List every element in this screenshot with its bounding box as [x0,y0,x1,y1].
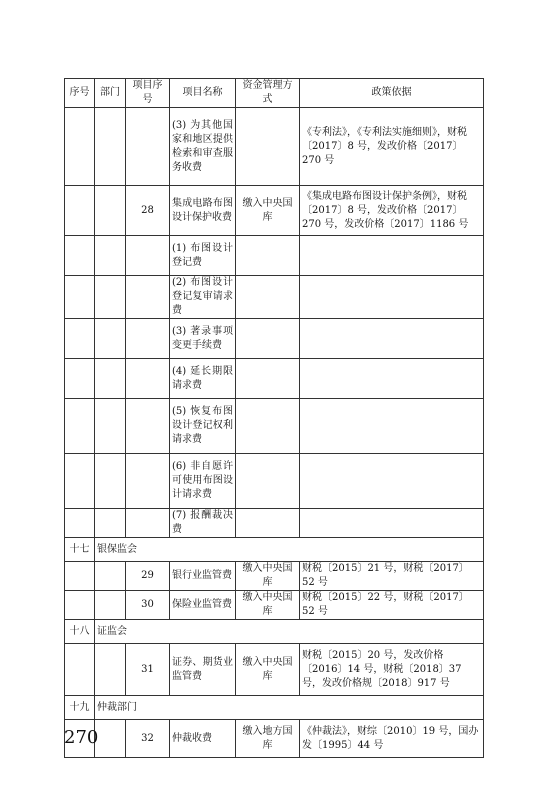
cell-dept [95,319,126,359]
cell-item-seq [126,319,170,359]
category-row [65,696,484,720]
cell-seq [65,186,95,236]
table-row [65,454,484,509]
cell-seq [65,319,95,359]
cell-item-seq [126,509,170,538]
cell-dept [95,591,126,620]
cell-fund-management: 缴入中央国库 [236,591,300,620]
cell-seq [65,108,95,186]
cell-fund-management: 缴入地方国库 [236,720,300,758]
cell-item-seq [126,108,170,186]
cell-seq [65,236,95,276]
cell-dept [95,359,126,399]
cell-item-seq: 30 [126,591,170,620]
table-row [65,276,484,319]
cell-item-seq [126,276,170,319]
cell-dept [95,186,126,236]
cell-item-seq [126,454,170,509]
cell-fund-management [236,399,300,454]
cell-seq [65,591,95,620]
cell-dept [95,509,126,538]
cell-item-name: (3) 为其他国家和地区提供检索和审查服务收费 [170,108,236,186]
cell-policy-basis [300,399,484,454]
cell-item-name: 保险业监管费 [170,591,236,620]
cell-dept [95,276,126,319]
category-seq: 十七 [65,538,95,562]
table-row [65,720,484,758]
cell-seq [65,359,95,399]
cell-item-name: 集成电路布图设计保护收费 [170,186,236,236]
table-row [65,319,484,359]
header-item-name: 项目名称 [170,79,236,108]
category-row [65,620,484,644]
cell-policy-basis [300,319,484,359]
category-row [65,538,484,562]
table-row [65,591,484,620]
cell-item-name: 银行业监管费 [170,562,236,591]
cell-item-name: (4) 延长期限请求费 [170,359,236,399]
header-dept: 部门 [95,79,126,108]
table-row [65,236,484,276]
page-number: 270 [64,727,99,748]
cell-fund-management [236,276,300,319]
category-seq: 十九 [65,696,95,720]
category-title: 仲裁部门 [95,696,484,720]
category-title: 证监会 [95,620,484,644]
cell-dept [95,562,126,591]
category-title: 银保监会 [95,538,484,562]
cell-item-seq [126,236,170,276]
cell-item-seq: 32 [126,720,170,758]
header-policy-basis: 政策依据 [300,79,484,108]
table-row [65,108,484,186]
table-row [65,186,484,236]
header-seq: 序号 [65,79,95,108]
cell-seq [65,562,95,591]
cell-item-name: (6) 非自愿许可使用布图设计请求费 [170,454,236,509]
cell-seq [65,454,95,509]
cell-item-seq: 28 [126,186,170,236]
cell-policy-basis: 财税〔2015〕21 号，财税〔2017〕52 号 [300,562,484,591]
cell-fund-management [236,509,300,538]
cell-policy-basis [300,276,484,319]
cell-policy-basis: 财税〔2015〕20 号，发改价格〔2016〕14 号，财税〔2018〕37 号，发改价格规〔2018〕917 号 [300,644,484,696]
category-seq: 十八 [65,620,95,644]
cell-item-seq [126,359,170,399]
cell-item-seq [126,399,170,454]
cell-fund-management: 缴入中央国库 [236,562,300,591]
header-fund-management: 资金管理方式 [236,79,300,108]
cell-item-name: (7) 报酬裁决费 [170,509,236,538]
cell-item-name: (5) 恢复布图设计登记权利请求费 [170,399,236,454]
cell-dept [95,720,126,758]
cell-seq [65,509,95,538]
table-body [65,108,484,758]
cell-fund-management: 缴入中央国库 [236,644,300,696]
cell-dept [95,454,126,509]
header-item-seq: 项目序号 [126,79,170,108]
cell-fund-management [236,359,300,399]
cell-fund-management: 缴入中央国库 [236,186,300,236]
cell-policy-basis [300,509,484,538]
table-row [65,644,484,696]
cell-item-seq: 31 [126,644,170,696]
cell-dept [95,236,126,276]
table-header-row [65,79,484,108]
cell-item-name: (1) 布图设计登记费 [170,236,236,276]
cell-dept [95,644,126,696]
cell-fund-management [236,319,300,359]
cell-seq [65,276,95,319]
cell-item-name: 仲裁收费 [170,720,236,758]
cell-policy-basis: 《专利法》，《专利法实施细则》，财税〔2017〕8 号，发改价格〔2017〕270 号 [300,108,484,186]
table-row [65,562,484,591]
cell-policy-basis: 财税〔2015〕22 号，财税〔2017〕52 号 [300,591,484,620]
table-row [65,359,484,399]
cell-item-name: (3) 著录事项变更手续费 [170,319,236,359]
cell-policy-basis: 《仲裁法》，财综〔2010〕19 号，国办发〔1995〕44 号 [300,720,484,758]
cell-item-name: 证券、期货业监管费 [170,644,236,696]
cell-policy-basis [300,454,484,509]
cell-item-seq: 29 [126,562,170,591]
cell-item-name: (2) 布图设计登记复审请求费 [170,276,236,319]
cell-policy-basis [300,236,484,276]
cell-seq [65,644,95,696]
cell-dept [95,399,126,454]
cell-policy-basis [300,359,484,399]
cell-seq [65,399,95,454]
table-row [65,399,484,454]
cell-policy-basis: 《集成电路布图设计保护条例》，财税〔2017〕8 号，发改价格〔2017〕270 号，发改价格〔2017〕1186 号 [300,186,484,236]
cell-fund-management [236,108,300,186]
table-row [65,509,484,538]
cell-fund-management [236,236,300,276]
fee-table [64,78,484,758]
cell-fund-management [236,454,300,509]
cell-dept [95,108,126,186]
